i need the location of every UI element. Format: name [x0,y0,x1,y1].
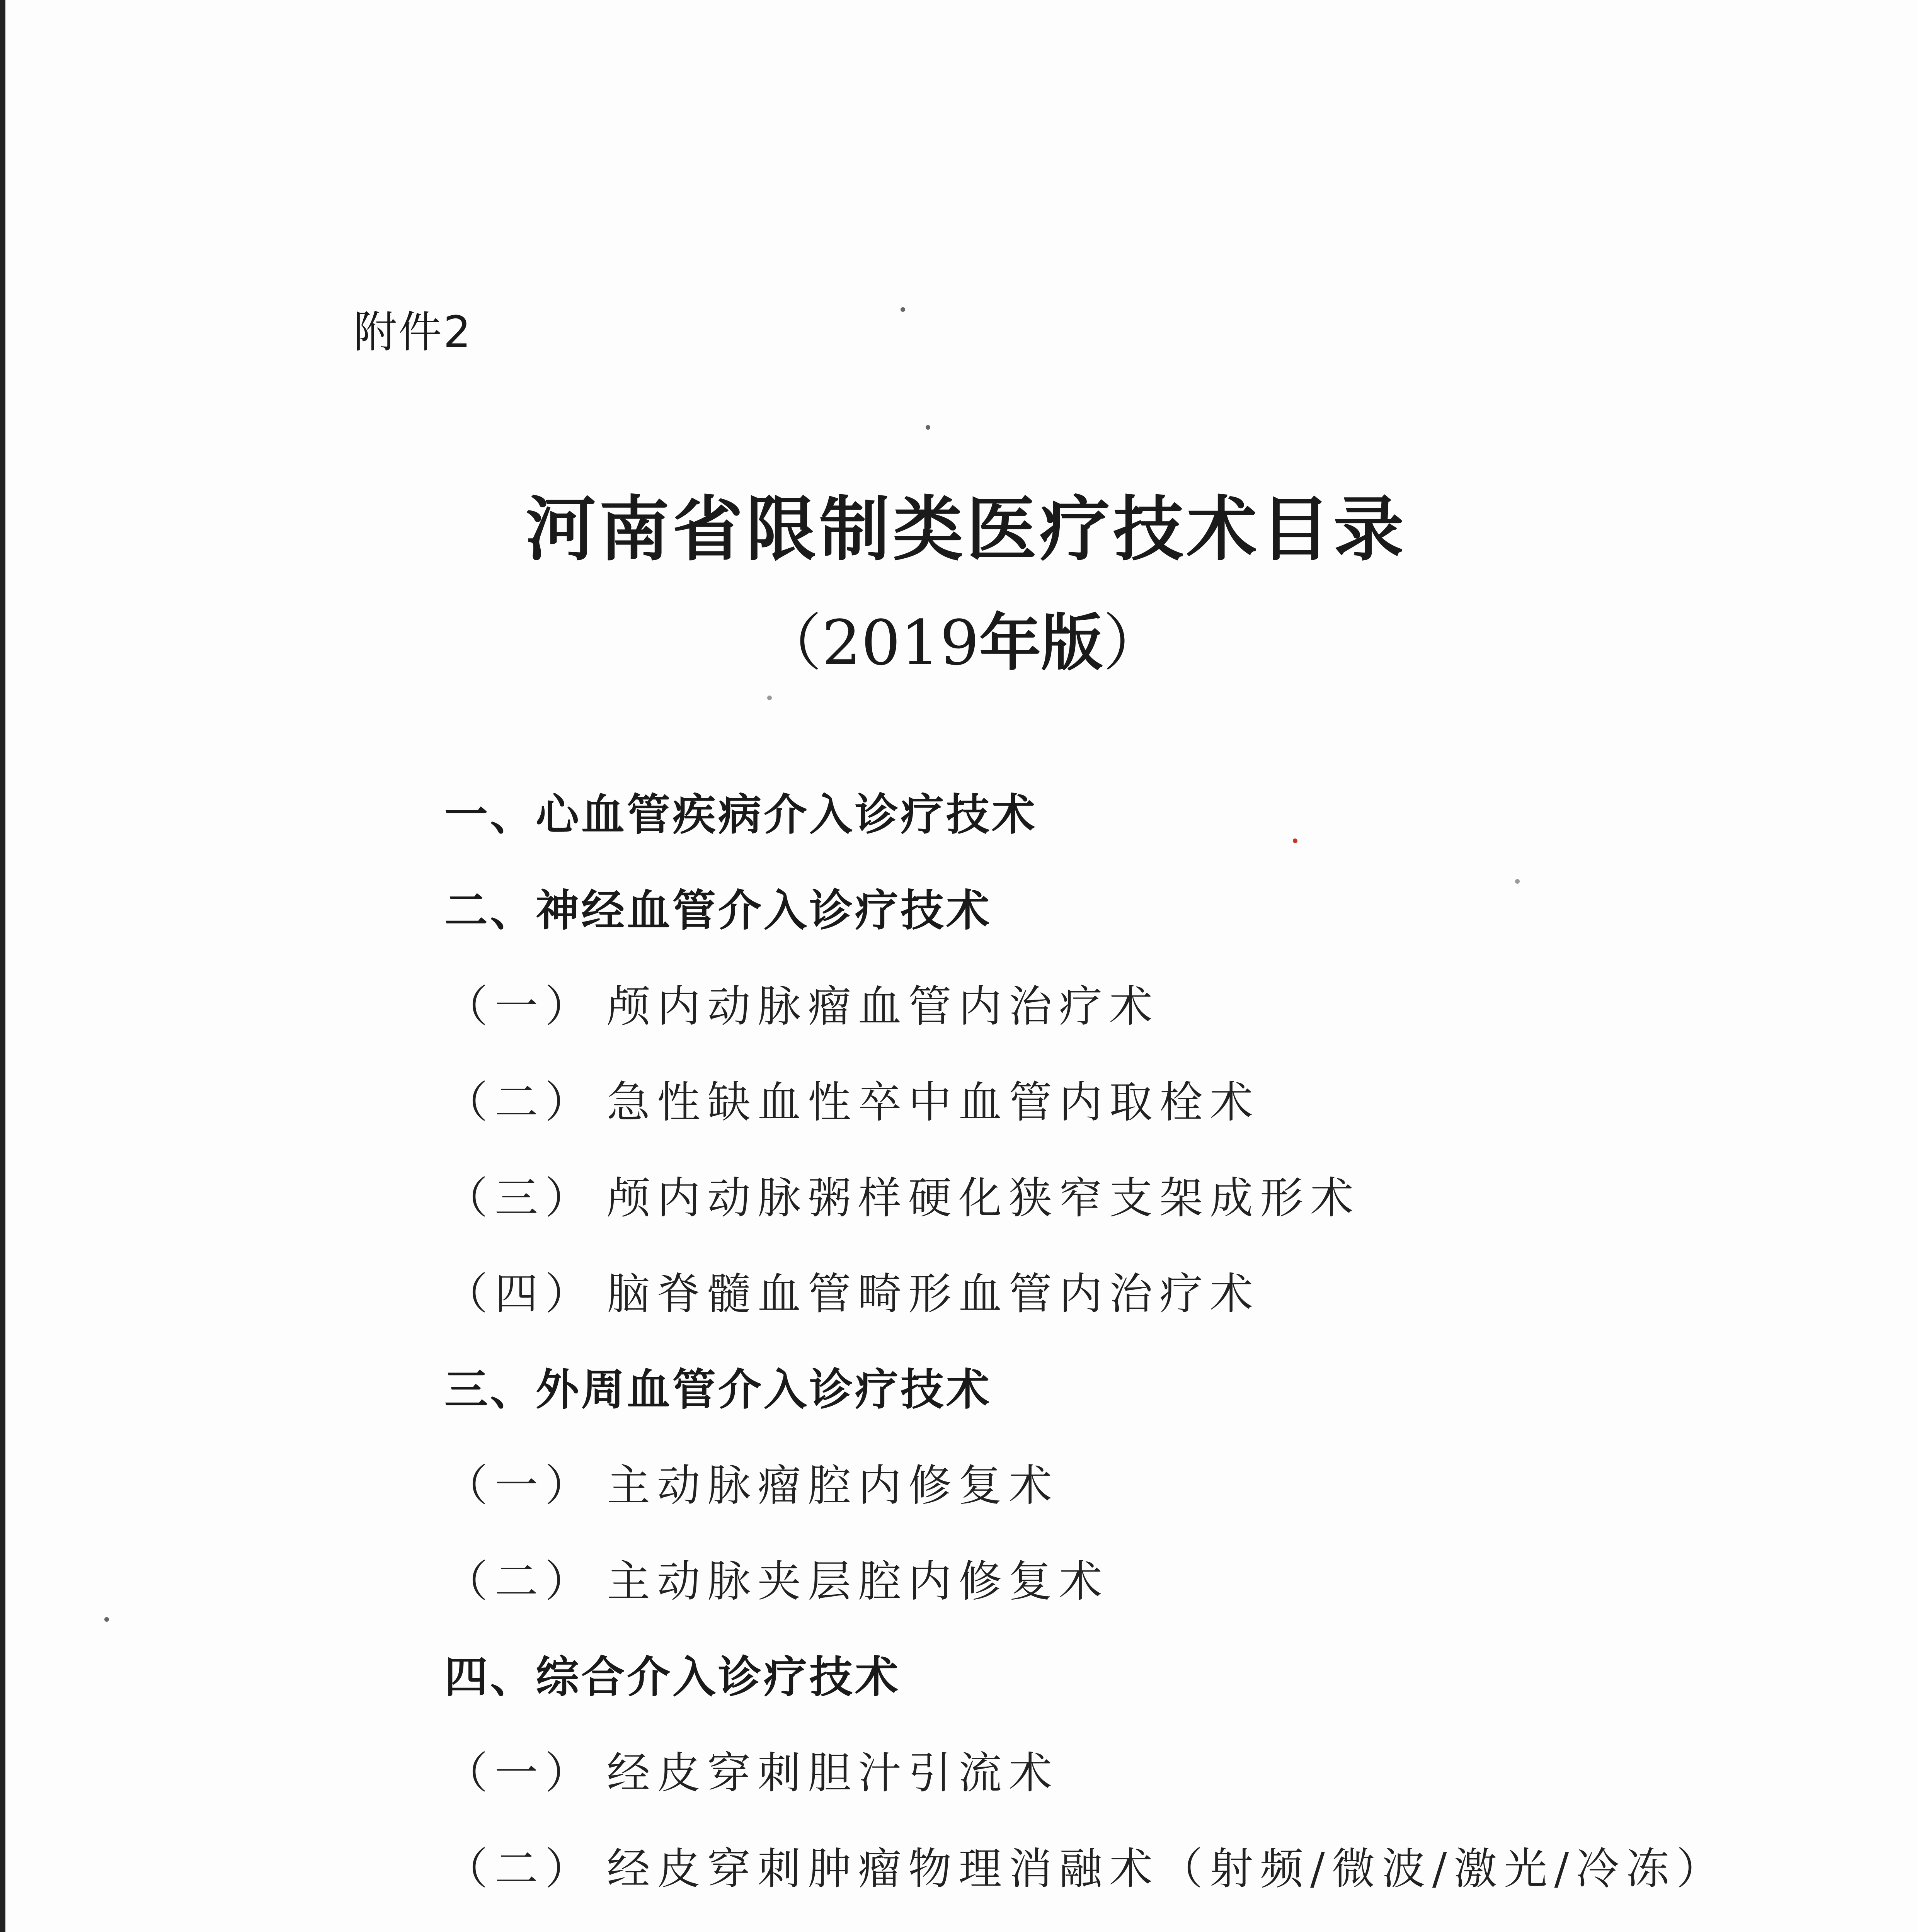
subitem-text: 主动脉瘤腔内修复术 [607,1461,1059,1511]
subitem-text: 脑脊髓血管畸形血管内治疗术 [607,1269,1260,1319]
catalog-item [444,863,1797,959]
scan-speck [767,696,772,700]
catalog-subitem [444,1054,1797,1150]
document-title: 河南省限制类医疗技术目录 [526,488,1407,570]
catalog-subitem [444,1438,1797,1534]
subitem-number: （四） [444,1269,595,1319]
subitem-number [444,1917,595,1932]
catalog-subitem [444,1917,1797,1932]
subitem-text: 颅内动脉粥样硬化狭窄支架成形术 [607,1173,1360,1223]
scan-speck [926,425,930,430]
subitem-text: 经皮穿刺胆汁引流术 [607,1748,1059,1798]
catalog-subitem [444,1725,1797,1821]
catalog-subitem [444,1534,1797,1629]
attachment-label: 附件2 [354,307,473,357]
item-text: 外周血管介入诊疗技术 [536,1365,992,1415]
subitem-text: 颅内动脉瘤血管内治疗术 [607,981,1159,1032]
subitem-number: （一） [444,1461,595,1511]
subitem-number: （三） [444,1173,595,1223]
scan-edge [0,0,5,1932]
subitem-number: （二） [444,1556,595,1607]
edition-label [0,593,1917,682]
item-number: 四、 [444,1652,536,1702]
scan-speck [104,1617,109,1622]
item-number: 一、 [444,790,536,840]
subitem-text: 急性缺血性卒中血管内取栓术 [607,1077,1260,1128]
subitem-number: （一） [444,1748,595,1798]
subitem-number: （二） [444,1077,595,1128]
subitem-number: （二） [444,1844,595,1894]
catalog-subitem [444,959,1797,1054]
catalog-item [444,1342,1797,1438]
edition-open-paren: （ [760,607,822,679]
edition-year: 2019 [822,607,979,679]
subitem-text: 主动脉夹层腔内修复术 [607,1556,1109,1607]
subitem-number: （一） [444,981,595,1032]
item-number: 二、 [444,886,536,936]
catalog-subitem [444,1150,1797,1246]
scan-speck [901,307,905,312]
item-text: 心血管疾病介入诊疗技术 [536,790,1037,840]
item-text: 神经血管介入诊疗技术 [536,886,992,936]
scan-speck [1293,838,1297,843]
item-text: 综合介入诊疗技术 [536,1652,901,1702]
catalog-item [444,1629,1797,1725]
edition-suffix: 年版 [979,606,1103,679]
catalog-subitem [444,1821,1797,1917]
scan-speck [1515,879,1520,884]
subitem-text: 经皮穿刺肿瘤物理消融术（射频/微波/激光/冷冻） [607,1844,1727,1894]
catalog-item [444,767,1797,863]
item-number: 三、 [444,1365,536,1415]
catalog-subitem [444,1246,1797,1342]
technology-catalog [444,767,1797,1932]
edition-close-paren: ） [1103,607,1165,679]
